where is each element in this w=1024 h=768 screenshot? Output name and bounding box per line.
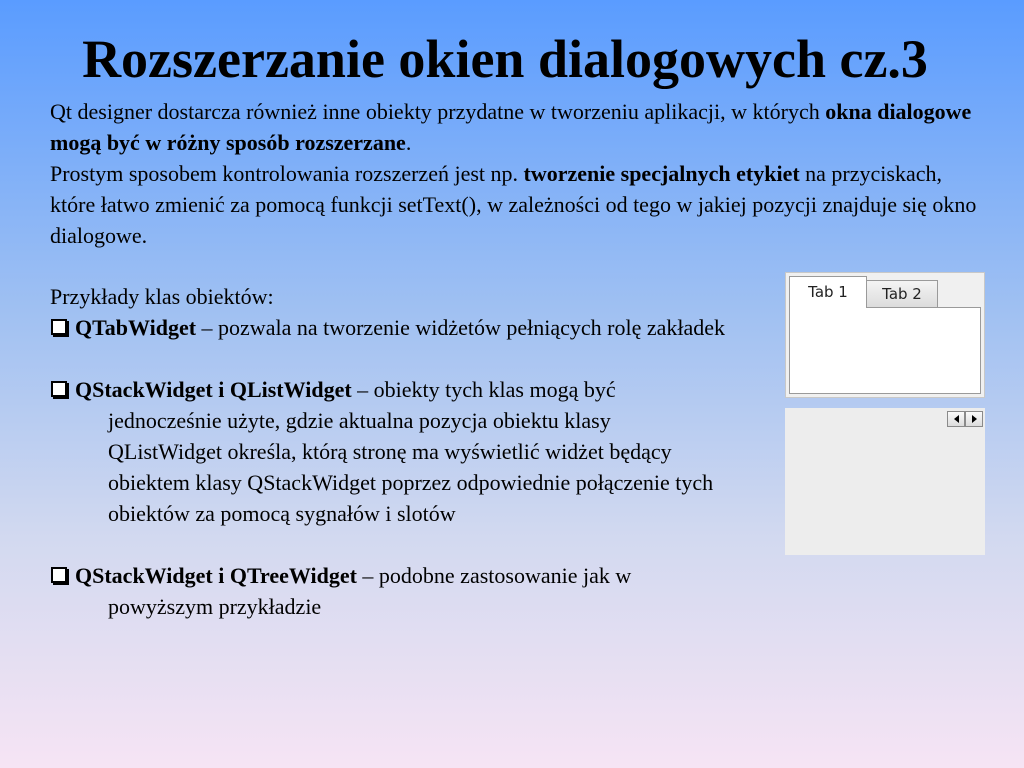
intro-p2-text: Prostym sposobem kontrolowania rozszerzeń jest np. xyxy=(50,161,524,186)
examples-section xyxy=(50,281,730,622)
right-arrow-icon[interactable] xyxy=(965,411,983,427)
tab-2[interactable]: Tab 2 xyxy=(866,280,938,308)
bullet-3-bold: QStackWidget i QTreeWidget xyxy=(75,563,357,588)
intro-p1-text: Qt designer dostarcza również inne obiekty przydatne w tworzeniu aplikacji, w których xyxy=(50,99,826,124)
left-arrow-icon[interactable] xyxy=(947,411,965,427)
tab-widget-example xyxy=(785,272,985,398)
intro-p2-bold: tworzenie specjalnych etykiet xyxy=(523,161,800,186)
stack-widget-example xyxy=(785,408,985,555)
slide-title: Rozszerzanie okien dialogowych cz.3 xyxy=(82,29,928,89)
tab-1[interactable]: Tab 1 xyxy=(789,276,867,308)
examples-heading: Przykłady klas obiektów: xyxy=(50,284,274,309)
bullet-qtabwidget xyxy=(50,312,730,343)
spacer xyxy=(50,529,730,560)
checkbox-bullet-icon xyxy=(51,319,67,335)
spacer xyxy=(50,343,730,374)
page-arrows xyxy=(947,411,983,427)
bullet-1-text: – pozwala na tworzenie widżetów pełniących rolę zakładek xyxy=(196,315,726,340)
intro-paragraph-2 xyxy=(50,158,990,251)
intro-p2-end: na przyciskach, które łatwo zmienić za pomocą funkcji setText(), w zależności od tego w jakiej pozycji znajduje się okno dialogowe. xyxy=(50,161,977,248)
tab-pane xyxy=(789,307,981,394)
intro-p1-end: . xyxy=(405,130,412,155)
intro-text xyxy=(50,96,990,251)
intro-p1-bold: okna dialogowe mogą być w różny sposób rozszerzane xyxy=(50,99,972,155)
bullet-2-text: – obiekty tych klas mogą być jednocześnie użyte, gdzie aktualna pozycja obiektu klasy QListWidget określa, którą stronę ma wyświetlić widżet będący obiektem klasy QStackWidget poprzez odpowiednie połączenie tych obiektów za pomocą sygnałów i slotów xyxy=(108,377,714,526)
checkbox-bullet-icon xyxy=(51,381,67,397)
bullet-2-bold: QStackWidget i QListWidget xyxy=(75,377,352,402)
intro-paragraph-1 xyxy=(50,96,990,158)
bullet-3-text: – podobne zastosowanie jak w powyższym przykładzie xyxy=(108,563,632,619)
bullet-1-bold: QTabWidget xyxy=(75,315,197,340)
bullet-qstackwidget-qlistwidget xyxy=(50,374,730,529)
checkbox-bullet-icon xyxy=(51,567,67,583)
bullet-qstackwidget-qtreewidget xyxy=(50,560,730,622)
